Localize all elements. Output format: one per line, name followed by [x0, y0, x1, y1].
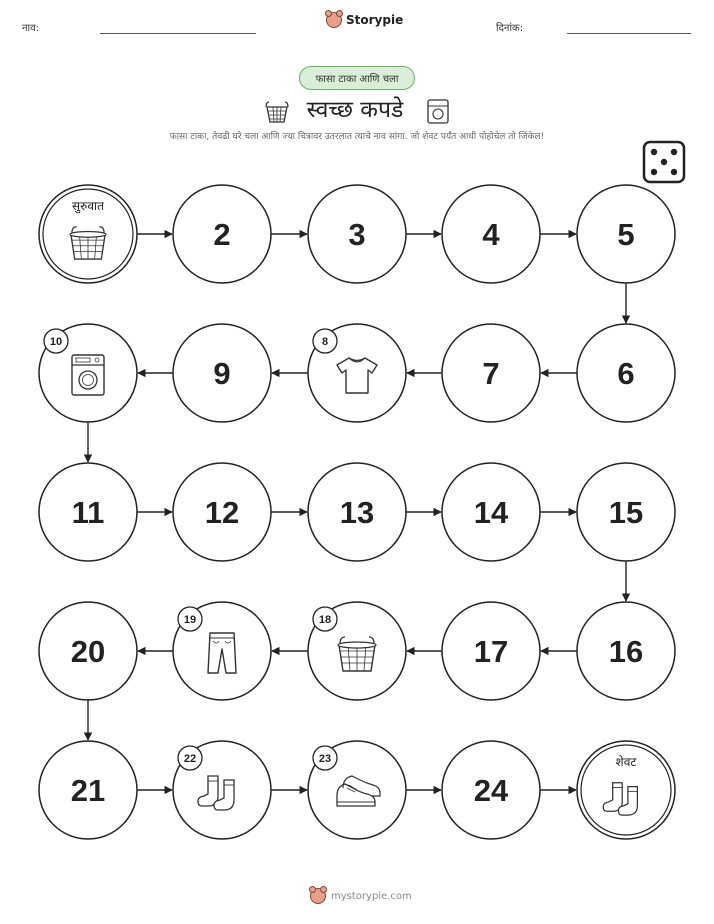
board-square-16 — [577, 602, 675, 700]
board-square-2 — [173, 185, 271, 283]
date-label: दिनांक: — [496, 23, 524, 34]
square-number: 18 — [318, 614, 332, 626]
square-number: 2 — [213, 217, 231, 252]
board-square-23 — [308, 741, 406, 839]
square-number: 19 — [183, 614, 197, 626]
end-label: शेवट — [615, 755, 637, 769]
board-square-6 — [577, 324, 675, 422]
square-number: 11 — [71, 495, 105, 530]
square-number: 20 — [70, 634, 106, 669]
square-number: 3 — [348, 217, 366, 252]
board-square-1 — [39, 185, 137, 283]
board-square-22 — [173, 741, 271, 839]
board-square-24 — [442, 741, 540, 839]
board-square-12 — [173, 463, 271, 561]
square-number: 6 — [617, 356, 635, 391]
square-number: 9 — [213, 356, 231, 391]
square-number: 16 — [608, 634, 644, 669]
square-number: 23 — [318, 753, 332, 765]
board-square-3 — [308, 185, 406, 283]
board-cells — [39, 185, 675, 839]
square-number: 8 — [321, 336, 329, 348]
square-number: 15 — [608, 495, 644, 530]
board-square-25 — [577, 741, 675, 839]
square-number: 5 — [617, 217, 635, 252]
bear-logo-icon — [310, 888, 326, 904]
board-square-7 — [442, 324, 540, 422]
activity-badge: फासा टाका आणि चला — [299, 66, 415, 90]
instructions: फासा टाका, तेवढी घरे चला आणि ज्या चित्रावर उतरलात त्याचे नाव सांगा. जो शेवट पर्यंत आधी पोहोचेल तो जिंकेल! — [169, 132, 545, 142]
square-number: 7 — [482, 356, 500, 391]
square-number: 17 — [473, 634, 509, 669]
board-square-20 — [39, 602, 137, 700]
basket-icon — [338, 637, 376, 671]
board-square-15 — [577, 463, 675, 561]
square-number: 21 — [70, 773, 106, 808]
board-square-4 — [442, 185, 540, 283]
footer-url: mystorypie.com — [331, 890, 412, 902]
start-label: सुरुवात — [72, 199, 104, 213]
title-text: स्वच्छ कपडे — [306, 97, 404, 123]
board-square-13 — [308, 463, 406, 561]
square-number: 12 — [204, 495, 240, 530]
board-square-19 — [173, 602, 271, 700]
washing-machine-icon — [72, 355, 104, 395]
square-number: 4 — [482, 217, 500, 252]
square-number: 10 — [49, 336, 63, 348]
square-number: 24 — [473, 773, 509, 808]
board-square-10 — [39, 324, 137, 422]
board-square-21 — [39, 741, 137, 839]
page-footer — [310, 888, 412, 904]
board-square-5 — [577, 185, 675, 283]
basket-icon — [70, 227, 106, 259]
brand-name: Storypie — [346, 13, 404, 27]
name-label: नाव: — [22, 23, 40, 34]
board-square-14 — [442, 463, 540, 561]
square-number: 22 — [183, 753, 197, 765]
square-number: 14 — [473, 495, 509, 530]
board-square-9 — [173, 324, 271, 422]
square-number: 13 — [339, 495, 375, 530]
board-square-8 — [308, 324, 406, 422]
board-square-17 — [442, 602, 540, 700]
board-square-18 — [308, 602, 406, 700]
board-square-11 — [39, 463, 137, 561]
